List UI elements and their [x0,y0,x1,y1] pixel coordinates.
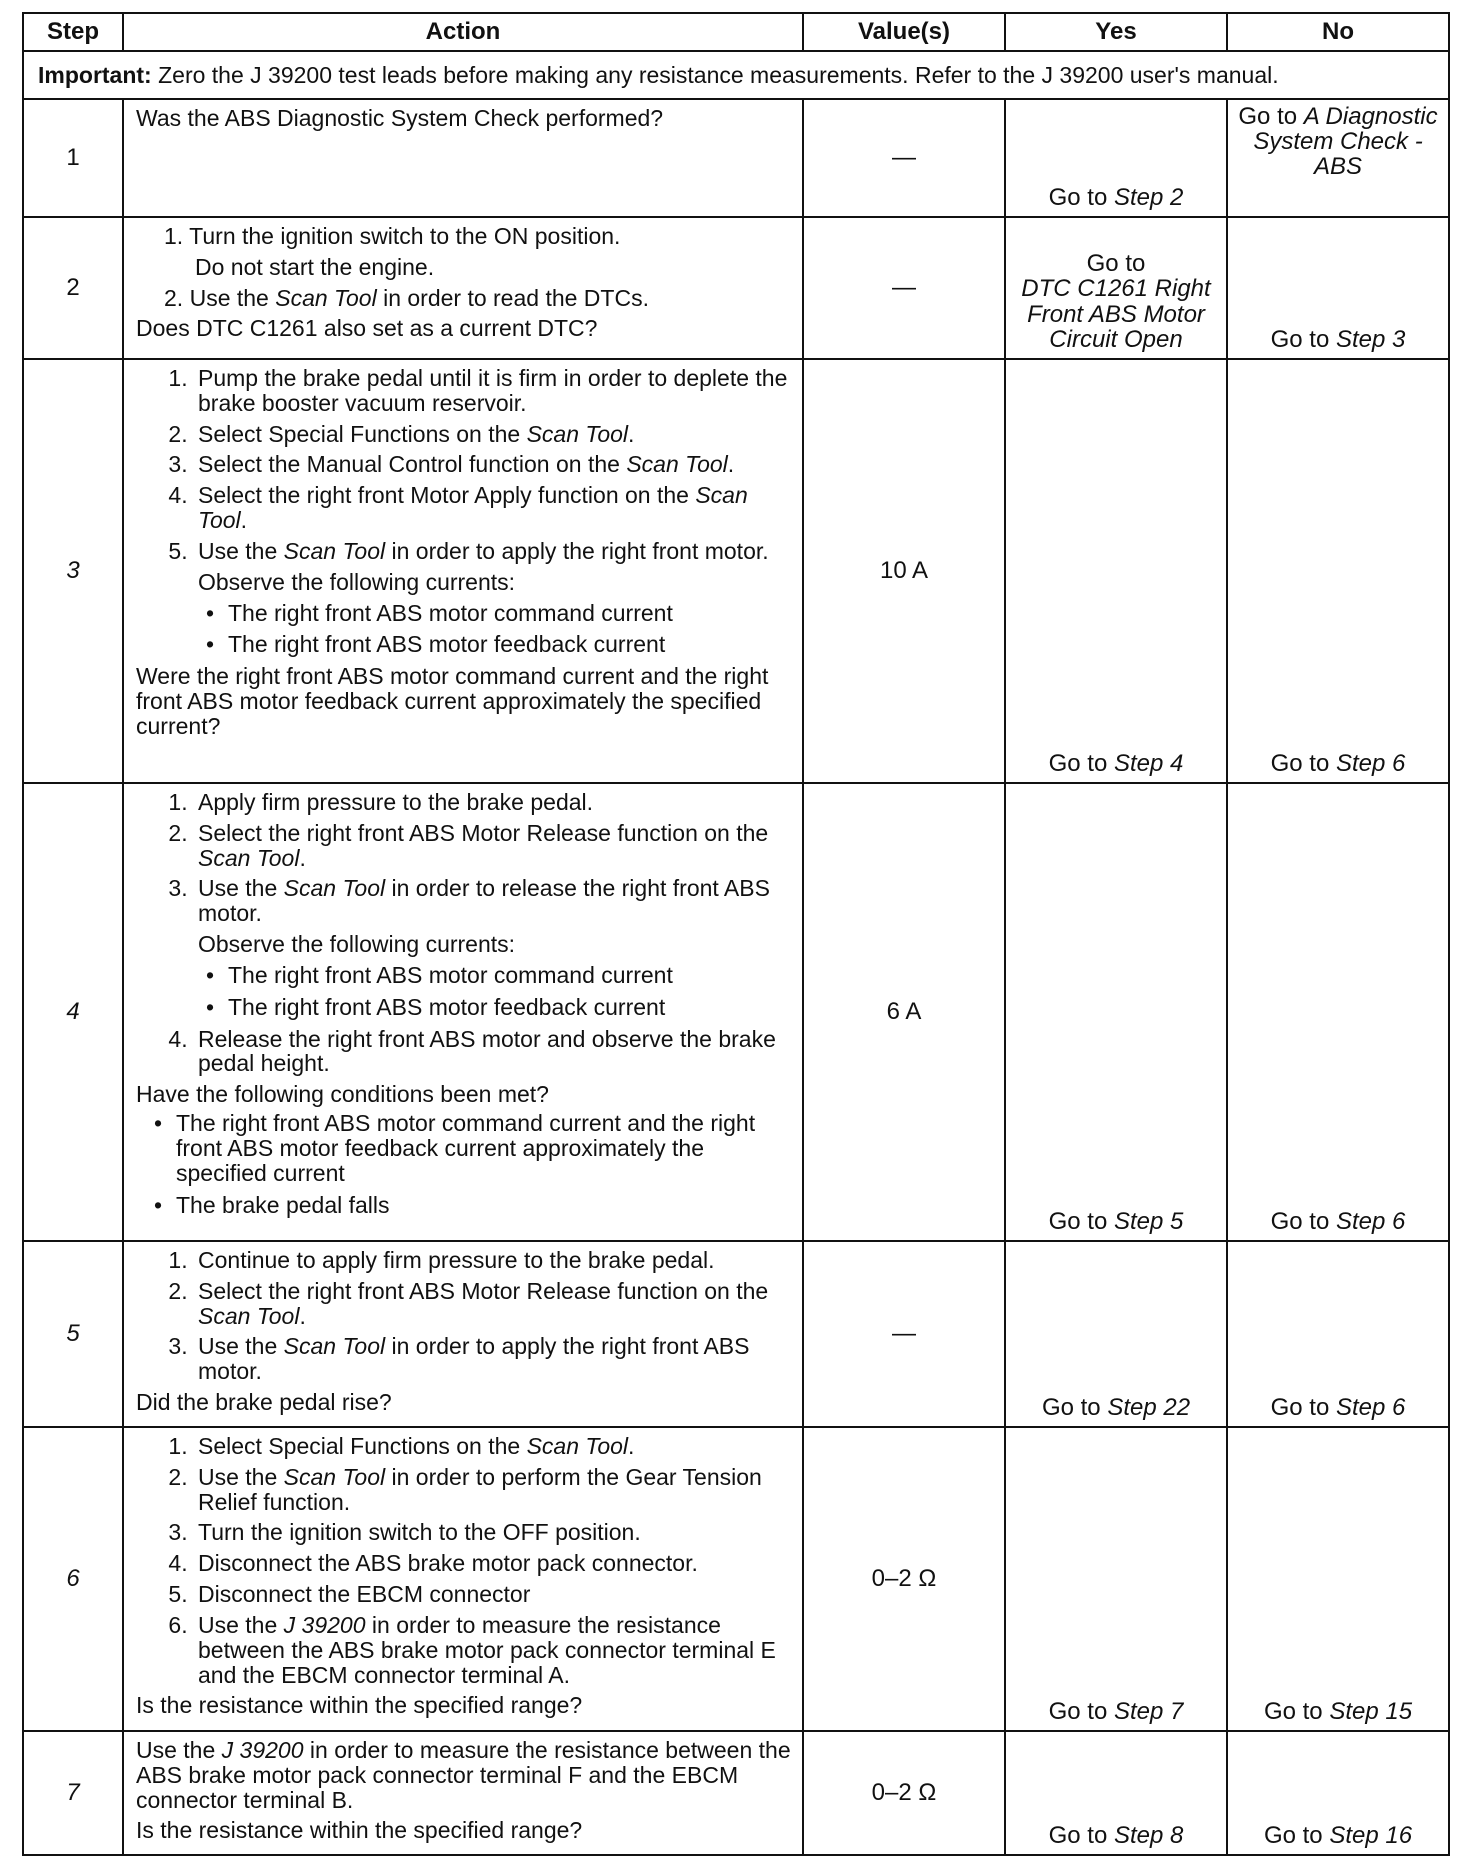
action-step: 1. Pump the brake pedal until it is firm in order to deplete the brake booster vacuum reservoir. [194,366,792,416]
action-steps [136,1434,792,1687]
no-target[interactable]: Step 3 [1335,325,1406,353]
value-cell: — [803,1241,1005,1427]
yes-target[interactable]: Step 7 [1113,1697,1184,1725]
action-steps [136,224,792,310]
no-prefix: Go to [1270,1207,1336,1235]
observe-note: Observe the following currents: [198,568,516,595]
step-text: Use the [198,875,284,902]
value-cell: 6 A [803,783,1005,1241]
step-text: Select the right front ABS Motor Release function on the [198,1277,769,1304]
step-text: Select the right front Motor Apply function on the [198,482,696,509]
observe-note: Observe the following currents: [198,931,516,958]
step-text: . [628,420,635,447]
step-text: . [240,507,248,534]
action-step [194,1465,792,1515]
step-subnote: Do not start the engine. [195,253,435,280]
step-row-6 [23,1427,1449,1731]
header-values: Value(s) [803,13,1005,51]
tool-name: Scan Tool [198,844,300,871]
step-text: in order to apply the right front ABS motor. [198,1333,750,1385]
action-question: Is the resistance within the specified range? [136,1692,583,1719]
action-step [160,224,792,280]
step-number: 7 [23,1731,123,1855]
yes-prefix: Go to [1048,1207,1114,1235]
yes-target[interactable]: Step 5 [1113,1207,1184,1235]
tool-name: Scan Tool [283,1333,386,1360]
no-prefix: Go to [1263,1821,1330,1849]
bullet-item: • The right front ABS motor command current [206,963,792,988]
step-text: Use the [198,1611,284,1638]
no-cell[interactable] [1227,1731,1449,1855]
observe-bullets [198,963,792,1020]
no-cell[interactable] [1227,99,1449,217]
yes-cell[interactable] [1005,217,1227,359]
no-cell[interactable] [1227,359,1449,783]
step-text: . [727,451,735,478]
action-step [194,539,792,657]
action-step [194,821,792,871]
action-steps [136,790,792,1076]
no-target[interactable]: A Diagnostic System Check - ABS [1253,103,1438,181]
step-row-4 [23,783,1449,1241]
observe-bullets [198,601,792,658]
no-target[interactable]: Step 6 [1335,1207,1406,1235]
yes-cell[interactable] [1005,1731,1227,1855]
action-step [194,1434,792,1459]
no-cell[interactable] [1227,217,1449,359]
step-text: in order to perform the Gear Tension Relief function. [198,1463,762,1515]
action-cell [123,1731,803,1855]
step-text: Use the [198,537,284,564]
important-note [23,51,1449,99]
step-row-1 [23,99,1449,217]
no-prefix: Go to [1263,1697,1330,1725]
step-text: in order to read the DTCs. [376,284,649,311]
step-row-7 [23,1731,1449,1855]
action-step: 3. Turn the ignition switch to the OFF position. [194,1520,792,1545]
yes-prefix: Go to [1048,749,1114,777]
tool-name: Scan Tool [198,1302,300,1329]
yes-prefix: Go to [1086,250,1146,278]
action-step [194,876,792,1019]
header-yes: Yes [1005,13,1227,51]
action-question: Does DTC C1261 also set as a current DTC? [136,315,598,342]
action-step [194,1279,792,1329]
step-text: in order to release the right front ABS motor. [198,875,770,927]
step-text: Use the [198,1463,284,1490]
step-text: in order to apply the right front motor. [385,537,769,564]
yes-cell[interactable] [1005,99,1227,217]
action-steps [136,366,792,657]
yes-prefix: Go to [1041,1393,1108,1421]
action-lead [136,1738,792,1812]
header-no: No [1227,13,1449,51]
tool-name: Scan Tool [283,537,386,564]
no-prefix: Go to [1270,325,1336,353]
bullet-item: • The right front ABS motor feedback current [206,995,792,1020]
step-row-3 [23,359,1449,783]
important-label: Important: [38,61,152,88]
action-question: Is the resistance within the specified range? [136,1817,583,1844]
step-number: 2 [23,217,123,359]
no-target[interactable]: Step 6 [1335,749,1406,777]
value-cell: — [803,217,1005,359]
step-text: Select Special Functions on the [198,1433,527,1459]
condition-item: • The brake pedal falls [154,1193,792,1218]
step-text: in order to measure the resistance between the ABS brake motor pack connector terminal E and the EBCM connector terminal A. [198,1611,776,1688]
yes-cell[interactable] [1005,783,1227,1241]
step-text: Use the [136,1737,222,1763]
yes-target[interactable]: Step 2 [1113,183,1184,211]
yes-prefix: Go to [1048,183,1114,211]
bullet-item: • The right front ABS motor command current [206,601,792,626]
yes-cell[interactable] [1005,359,1227,783]
diagnostic-table [22,12,1450,1856]
step-text: Select the Manual Control function on the [198,451,627,478]
yes-target[interactable]: Step 4 [1113,749,1184,777]
no-cell[interactable] [1227,1241,1449,1427]
no-prefix: Go to [1270,749,1336,777]
action-question: Were the right front ABS motor command current and the right front ABS motor feedback current approximately the specified current? [136,663,769,739]
step-num: 1. [164,223,184,249]
tool-name: J 39200 [221,1737,304,1763]
step-text: Select the right front ABS Motor Release function on the [198,819,769,846]
action-step: 4. Disconnect the ABS brake motor pack connector. [194,1551,792,1576]
no-target[interactable]: Step 15 [1329,1697,1413,1725]
header-action: Action [123,13,803,51]
important-row [23,51,1449,99]
yes-cell[interactable] [1005,1241,1227,1427]
value-cell: 10 A [803,359,1005,783]
action-question: Was the ABS Diagnostic System Check performed? [136,105,664,131]
action-step: 1. Apply firm pressure to the brake pedal. [194,790,792,815]
action-step [194,483,792,533]
tool-name: Scan Tool [283,875,386,902]
yes-prefix: Go to [1048,1821,1114,1849]
no-target[interactable]: Step 6 [1335,1393,1406,1421]
step-text: Use the [198,1333,284,1360]
action-step [194,1334,792,1384]
step-number: 1 [23,99,123,217]
diagnostic-table-sheet [22,12,1448,1856]
step-text: in order to measure the resistance between the ABS brake motor pack connector terminal F and the EBCM connector terminal B. [136,1737,791,1813]
action-step: 5. Disconnect the EBCM connector [194,1582,792,1607]
yes-cell[interactable] [1005,1427,1227,1731]
tool-name: Scan Tool [526,420,629,447]
action-question: Did the brake pedal rise? [136,1389,392,1416]
no-prefix: Go to [1270,1393,1336,1421]
step-number: 3 [23,359,123,783]
step-row-5 [23,1241,1449,1427]
value-cell: — [803,99,1005,217]
condition-item: • The right front ABS motor command current and the right front ABS motor feedback current approximately the specified current [154,1111,792,1185]
action-steps [136,1248,792,1384]
step-number: 4 [23,783,123,1241]
condition-bullets [136,1111,792,1217]
header-row [23,13,1449,51]
step-number: 5 [23,1241,123,1427]
step-text: Select Special Functions on the [198,420,527,447]
action-step [194,422,792,447]
step-text: Turn the ignition switch to the ON position. [189,223,621,249]
action-step: 4. Release the right front ABS motor and observe the brake pedal height. [194,1027,792,1077]
action-step: 1. Continue to apply firm pressure to the brake pedal. [194,1248,792,1273]
yes-target[interactable]: DTC C1261 Right Front ABS Motor Circuit Open [1021,275,1211,353]
action-cell [123,217,803,359]
action-step [194,452,792,477]
action-step [194,1613,792,1687]
action-cell [123,1427,803,1731]
tool-name: Scan Tool [198,482,748,534]
step-row-2 [23,217,1449,359]
tool-name: Scan Tool [275,284,377,311]
no-prefix: Go to [1238,103,1304,130]
tool-name: Scan Tool [626,451,728,478]
step-text: . [299,1302,306,1329]
no-target[interactable]: Step 16 [1329,1821,1413,1849]
action-cell [123,359,803,783]
bullet-item: • The right front ABS motor feedback current [206,632,792,657]
step-num: 2. [164,284,184,311]
no-cell[interactable] [1227,783,1449,1241]
action-cell [123,1241,803,1427]
action-cell [123,99,803,217]
yes-target[interactable]: Step 22 [1107,1393,1191,1421]
tool-name: J 39200 [283,1611,366,1638]
no-cell[interactable] [1227,1427,1449,1731]
action-cell [123,783,803,1241]
value-cell: 0–2 Ω [803,1427,1005,1731]
action-step [160,286,792,311]
step-number: 6 [23,1427,123,1731]
step-text: . [299,844,306,871]
header-step: Step [23,13,123,51]
value-cell: 0–2 Ω [803,1731,1005,1855]
step-text: Use the [189,284,276,311]
step-text: . [628,1433,635,1459]
yes-target[interactable]: Step 8 [1113,1821,1184,1849]
important-text: Zero the J 39200 test leads before making any resistance measurements. Refer to the J 39200 user's manual. [151,61,1279,88]
action-question: Have the following conditions been met? [136,1081,549,1108]
yes-prefix: Go to [1048,1697,1114,1725]
tool-name: Scan Tool [526,1433,629,1459]
tool-name: Scan Tool [283,1463,386,1490]
